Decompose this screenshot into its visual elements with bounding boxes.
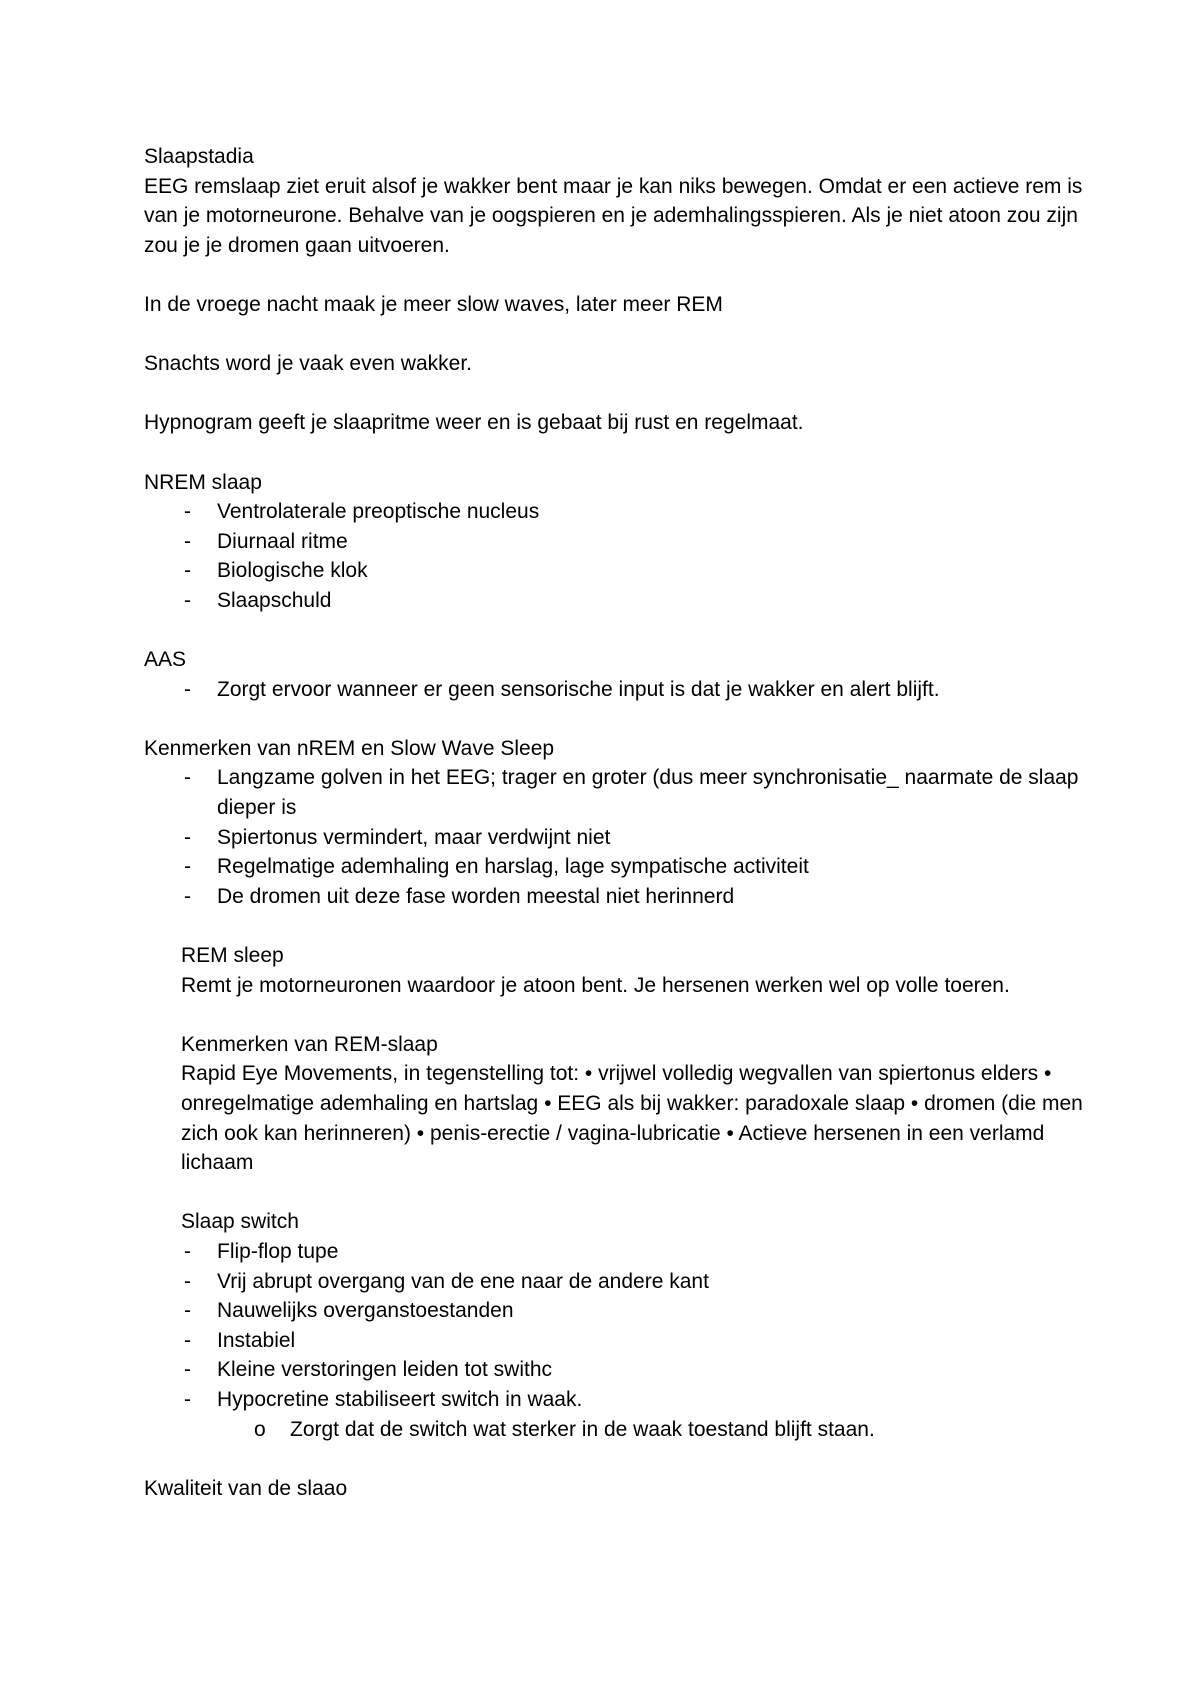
- blank-line: [144, 911, 1084, 941]
- list-item: - Regelmatige ademhaling en harslag, lage sympatische activiteit: [144, 852, 1084, 882]
- list-item: - Nauwelijks overganstoestanden: [144, 1296, 1084, 1326]
- list-item: - Zorgt ervoor wanneer er geen sensorische input is dat je wakker en alert blijft.: [144, 675, 1084, 705]
- blank-line: [144, 1444, 1084, 1474]
- paragraph-vroege-nacht: In de vroege nacht maak je meer slow waves, later meer REM: [144, 292, 723, 316]
- list-item: - Slaapschuld: [144, 586, 1084, 616]
- blank-line: [144, 260, 1084, 290]
- heading-slaapstadia: Slaapstadia: [144, 145, 254, 168]
- paragraph-snachts: Snachts word je vaak even wakker.: [144, 352, 473, 376]
- list-item: - Hypocretine stabiliseert switch in waak.: [144, 1385, 1084, 1415]
- indented-section-rem: [144, 941, 1084, 1237]
- document-page: [144, 142, 1084, 1503]
- list-item: - Instabiel: [144, 1326, 1084, 1356]
- heading-aas: AAS: [144, 648, 187, 672]
- blank-line: [144, 616, 1084, 646]
- heading-rem-sleep: REM sleep: [181, 944, 284, 968]
- heading-nrem-slaap: NREM slaap: [144, 470, 262, 494]
- sub-list-item: o Zorgt dat de switch wat sterker in de waak toestand blijft staan.: [144, 1415, 1084, 1445]
- list-item: - Flip-flop tupe: [144, 1237, 1084, 1267]
- blank-line: [144, 704, 1084, 734]
- list-item: - Vrij abrupt overgang van de ene naar de andere kant: [144, 1267, 1084, 1297]
- heading-kenmerken-rem: Kenmerken van REM-slaap: [181, 1032, 438, 1056]
- list-item: - Kleine verstoringen leiden tot swithc: [144, 1355, 1084, 1385]
- list-item: - Diurnaal ritme: [144, 527, 1084, 557]
- list-item: - Langzame golven in het EEG; trager en groter (dus meer synchronisatie_ naarmate de slaap dieper is: [144, 763, 1084, 822]
- blank-line: [144, 379, 1084, 409]
- kenmerken-nrem-list: [144, 763, 1084, 911]
- blank-line: [181, 1000, 1084, 1030]
- blank-line: [181, 1178, 1084, 1208]
- heading-slaap-switch: Slaap switch: [181, 1210, 299, 1234]
- list-item: - Ventrolaterale preoptische nucleus: [144, 497, 1084, 527]
- list-item: - Biologische klok: [144, 556, 1084, 586]
- heading-kwaliteit: Kwaliteit van de slaao: [144, 1476, 348, 1500]
- list-item: - De dromen uit deze fase worden meestal niet herinnerd: [144, 882, 1084, 912]
- paragraph-kenmerken-rem: Rapid Eye Movements, in tegenstelling tot: • vrijwel volledig wegvallen van spiertonus elders • onregelmatige ademhaling en hartslag • EEG als bij wakker: paradoxale slaap • dromen (die men zich ook kan herinneren) • penis-erectie / vagina-lubricatie • Actieve hersenen in een verlamd lichaam: [181, 1062, 1083, 1175]
- paragraph-rem-sleep: Remt je motorneuronen waardoor je atoon bent. Je hersenen werken wel op volle toeren.: [181, 973, 1010, 997]
- paragraph-eeg-remslaap: EEG remslaap ziet eruit alsof je wakker bent maar je kan niks bewegen. Omdat er een actieve rem is van je motorneurone. Behalve van je oogspieren en je ademhalingsspieren. Als je niet atoon zou zijn zou je je dromen gaan uitvoeren.: [144, 174, 1083, 257]
- list-item: - Spiertonus vermindert, maar verdwijnt niet: [144, 823, 1084, 853]
- blank-line: [144, 320, 1084, 350]
- heading-kenmerken-nrem: Kenmerken van nREM en Slow Wave Sleep: [144, 736, 555, 760]
- paragraph-hypnogram: Hypnogram geeft je slaapritme weer en is gebaat bij rust en regelmaat.: [144, 411, 804, 435]
- slaap-switch-list: [144, 1237, 1084, 1415]
- aas-list: [144, 675, 1084, 705]
- slaap-switch-sublist: [144, 1415, 1084, 1445]
- blank-line: [144, 438, 1084, 468]
- nrem-list: [144, 497, 1084, 615]
